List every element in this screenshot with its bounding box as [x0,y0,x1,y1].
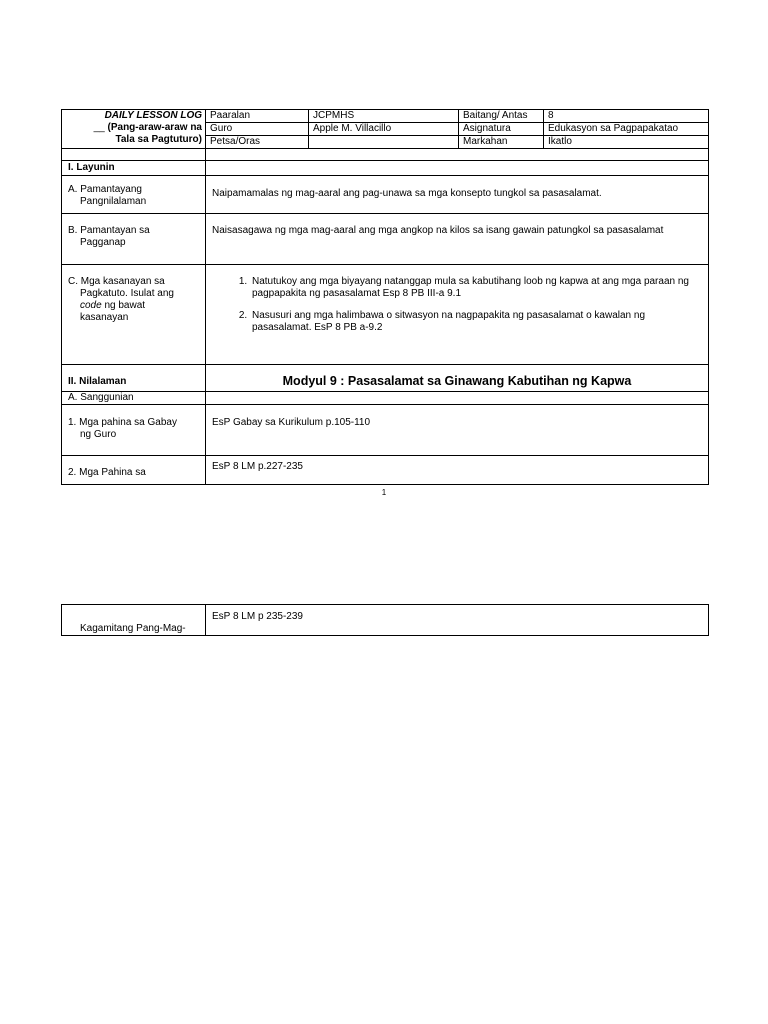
asignatura-label: Asignatura [459,123,544,136]
pamantayang-pangnilalaman-label [62,176,206,214]
pamantayan-sa-pagganap-text: Naisasagawa ng mga mag-aaral ang mga angkop na kilos sa isang gawain patungkol sa pasasalamat [206,214,709,265]
objectives-cell [206,265,709,365]
label-line: 1. Mga pahina sa Gabay [68,417,177,428]
log-title-prefix: __ [93,122,105,133]
label-line: C. Mga kasanayan sa [68,276,165,287]
label-line: Pagkatuto. Isulat ang [80,288,174,299]
kagamitang-value: EsP 8 LM p 235-239 [206,605,709,636]
nilalaman-heading: II. Nilalaman [62,365,206,392]
paaralan-label: Paaralan [206,110,309,123]
kagamitang-label: Kagamitang Pang-Mag- [62,605,206,636]
kasanayan-label [62,265,206,365]
label-line: Pagganap [80,237,126,248]
layunin-heading: I. Layunin [62,161,206,176]
code-word: code [80,300,102,311]
mga-pahina-label: 2. Mga Pahina sa [62,456,206,485]
markahan-value: Ikatlo [544,136,709,149]
paaralan-value: JCPMHS [309,110,459,123]
markahan-label: Markahan [459,136,544,149]
sanggunian-label: A. Sanggunian [62,392,206,405]
label-line [68,300,201,312]
objective-item: 1. Natutukoy ang mga biyayang natanggap mula sa kabutihang loob ng kapwa at ang mga paraan ng pagpapakita ng pasasalamat Esp 8 PB III-a 9.1 [250,276,704,300]
label-line: ng Guro [80,429,117,440]
label-line: A. Pamantayang [68,184,142,195]
log-title-cell [62,110,206,149]
asignatura-value: Edukasyon sa Pagpapakatao [544,123,709,136]
lesson-log-table [61,109,709,485]
petsa-value [309,136,459,149]
sanggunian-fill [206,392,709,405]
layunin-heading-fill [206,161,709,176]
objectives-list [212,276,704,334]
spacer-cell [62,149,206,161]
gabay-guro-value: EsP Gabay sa Kurikulum p.105-110 [206,405,709,456]
pamantayan-sa-pagganap-label [62,214,206,265]
label-line: kasanayan [80,312,129,323]
module-title: Modyul 9 : Pasasalamat sa Ginawang Kabutihan ng Kapwa [206,365,709,392]
label-line: B. Pamantayan sa [68,225,150,236]
mga-pahina-value: EsP 8 LM p.227-235 [206,456,709,485]
petsa-label: Petsa/Oras [206,136,309,149]
guro-label: Guro [206,123,309,136]
objective-item: 2. Nasusuri ang mga halimbawa o sitwasyon na nagpapakita ng pasasalamat o kawalan ng pasasalamat. EsP 8 PB a-9.2 [250,310,704,334]
label-line: Pangnilalaman [80,196,147,207]
gabay-guro-label [62,405,206,456]
baitang-label: Baitang/ Antas [459,110,544,123]
log-title: DAILY LESSON LOG [104,110,202,121]
log-subtitle-1: (Pang-araw-araw na [107,122,202,133]
label-fragment: ng bawat [101,300,146,311]
spacer-cell [206,149,709,161]
baitang-value: 8 [544,110,709,123]
page-number: 1 [381,488,387,497]
guro-value: Apple M. Villacillo [309,123,459,136]
continuation-table [61,604,709,636]
pamantayang-pangnilalaman-text: Naipamamalas ng mag-aaral ang pag-unawa sa mga konsepto tungkol sa pasasalamat. [206,176,709,214]
log-subtitle-2: Tala sa Pagtuturo) [115,134,202,145]
